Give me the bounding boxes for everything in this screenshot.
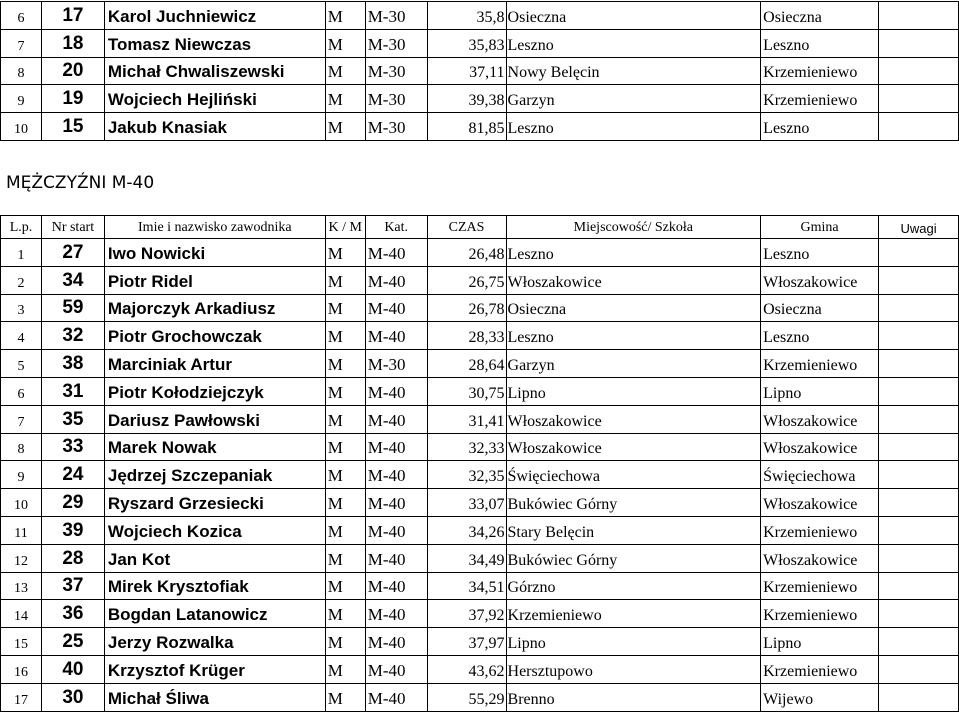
cell-place: Leszno bbox=[506, 29, 761, 57]
cell-commune: Leszno bbox=[761, 29, 879, 57]
cell-commune: Włoszakowice bbox=[761, 489, 879, 517]
header-start-number: Nr start bbox=[41, 216, 104, 239]
cell-commune: Osieczna bbox=[761, 294, 879, 322]
cell-commune: Krzemieniewo bbox=[761, 600, 879, 628]
cell-time: 37,97 bbox=[427, 628, 506, 656]
cell-category: M-30 bbox=[365, 113, 427, 141]
cell-place: Stary Belęcin bbox=[506, 516, 761, 544]
cell-lp: 11 bbox=[1, 516, 42, 544]
cell-place: Nowy Belęcin bbox=[506, 57, 761, 85]
cell-start-number: 33 bbox=[41, 433, 104, 461]
section-title: MĘŻCZYŹNI M-40 bbox=[6, 173, 155, 193]
cell-name: Mirek Krysztofiak bbox=[104, 572, 325, 600]
cell-time: 43,62 bbox=[427, 655, 506, 683]
cell-start-number: 34 bbox=[41, 266, 104, 294]
cell-category: M-40 bbox=[365, 683, 427, 711]
table-row bbox=[1, 405, 959, 433]
cell-sex: M bbox=[325, 57, 365, 85]
cell-commune: Święciechowa bbox=[761, 461, 879, 489]
cell-place: Garzyn bbox=[506, 85, 761, 113]
cell-place: Bukówiec Górny bbox=[506, 544, 761, 572]
cell-commune: Włoszakowice bbox=[761, 266, 879, 294]
cell-time: 35,8 bbox=[427, 2, 506, 30]
cell-name: Bogdan Latanowicz bbox=[104, 600, 325, 628]
cell-time: 37,92 bbox=[427, 600, 506, 628]
cell-place: Osieczna bbox=[506, 294, 761, 322]
header-time: CZAS bbox=[427, 216, 506, 239]
cell-category: M-40 bbox=[365, 461, 427, 489]
table-row bbox=[1, 239, 959, 267]
cell-notes bbox=[879, 239, 959, 267]
cell-start-number: 31 bbox=[41, 377, 104, 405]
cell-sex: M bbox=[325, 239, 365, 267]
cell-notes bbox=[879, 29, 959, 57]
cell-name: Karol Juchniewicz bbox=[104, 2, 325, 30]
cell-start-number: 36 bbox=[41, 600, 104, 628]
cell-place: Brenno bbox=[506, 683, 761, 711]
cell-category: M-30 bbox=[365, 350, 427, 378]
cell-lp: 9 bbox=[1, 461, 42, 489]
cell-sex: M bbox=[325, 377, 365, 405]
cell-place: Garzyn bbox=[506, 350, 761, 378]
table-row bbox=[1, 85, 959, 113]
cell-sex: M bbox=[325, 600, 365, 628]
cell-start-number: 20 bbox=[41, 57, 104, 85]
cell-notes bbox=[879, 461, 959, 489]
cell-lp: 1 bbox=[1, 239, 42, 267]
table-row bbox=[1, 322, 959, 350]
cell-commune: Leszno bbox=[761, 322, 879, 350]
cell-name: Jan Kot bbox=[104, 544, 325, 572]
cell-lp: 17 bbox=[1, 683, 42, 711]
cell-start-number: 37 bbox=[41, 572, 104, 600]
table-row bbox=[1, 266, 959, 294]
cell-name: Marciniak Artur bbox=[104, 350, 325, 378]
cell-lp: 10 bbox=[1, 113, 42, 141]
cell-time: 55,29 bbox=[427, 683, 506, 711]
cell-category: M-40 bbox=[365, 516, 427, 544]
cell-sex: M bbox=[325, 516, 365, 544]
cell-sex: M bbox=[325, 655, 365, 683]
cell-name: Michał Chwaliszewski bbox=[104, 57, 325, 85]
cell-commune: Lipno bbox=[761, 377, 879, 405]
cell-category: M-40 bbox=[365, 239, 427, 267]
cell-lp: 3 bbox=[1, 294, 42, 322]
cell-category: M-30 bbox=[365, 85, 427, 113]
cell-notes bbox=[879, 655, 959, 683]
cell-notes bbox=[879, 405, 959, 433]
cell-notes bbox=[879, 683, 959, 711]
cell-place: Włoszakowice bbox=[506, 266, 761, 294]
cell-commune: Krzemieniewo bbox=[761, 655, 879, 683]
cell-time: 34,51 bbox=[427, 572, 506, 600]
cell-lp: 8 bbox=[1, 57, 42, 85]
header-commune: Gmina bbox=[761, 216, 879, 239]
table-row bbox=[1, 489, 959, 517]
cell-place: Hersztupowo bbox=[506, 655, 761, 683]
cell-sex: M bbox=[325, 350, 365, 378]
cell-commune: Leszno bbox=[761, 113, 879, 141]
cell-category: M-40 bbox=[365, 377, 427, 405]
cell-sex: M bbox=[325, 572, 365, 600]
cell-lp: 16 bbox=[1, 655, 42, 683]
cell-sex: M bbox=[325, 266, 365, 294]
table-row bbox=[1, 572, 959, 600]
cell-category: M-40 bbox=[365, 544, 427, 572]
cell-category: M-40 bbox=[365, 628, 427, 656]
cell-commune: Krzemieniewo bbox=[761, 516, 879, 544]
cell-time: 39,38 bbox=[427, 85, 506, 113]
cell-category: M-40 bbox=[365, 600, 427, 628]
cell-lp: 14 bbox=[1, 600, 42, 628]
cell-name: Wojciech Hejliński bbox=[104, 85, 325, 113]
table-row bbox=[1, 544, 959, 572]
cell-sex: M bbox=[325, 461, 365, 489]
table-row bbox=[1, 113, 959, 141]
table-row bbox=[1, 2, 959, 30]
cell-notes bbox=[879, 572, 959, 600]
header-notes: Uwagi bbox=[879, 216, 959, 239]
cell-commune: Włoszakowice bbox=[761, 405, 879, 433]
cell-commune: Wijewo bbox=[761, 683, 879, 711]
cell-name: Krzysztof Krüger bbox=[104, 655, 325, 683]
cell-notes bbox=[879, 350, 959, 378]
cell-start-number: 19 bbox=[41, 85, 104, 113]
cell-start-number: 39 bbox=[41, 516, 104, 544]
cell-lp: 9 bbox=[1, 85, 42, 113]
table-row bbox=[1, 516, 959, 544]
table-row bbox=[1, 29, 959, 57]
cell-time: 33,07 bbox=[427, 489, 506, 517]
cell-lp: 10 bbox=[1, 489, 42, 517]
cell-lp: 6 bbox=[1, 377, 42, 405]
cell-start-number: 30 bbox=[41, 683, 104, 711]
cell-notes bbox=[879, 628, 959, 656]
cell-notes bbox=[879, 113, 959, 141]
cell-place: Leszno bbox=[506, 239, 761, 267]
cell-notes bbox=[879, 294, 959, 322]
cell-name: Piotr Grochowczak bbox=[104, 322, 325, 350]
cell-name: Iwo Nowicki bbox=[104, 239, 325, 267]
cell-sex: M bbox=[325, 294, 365, 322]
cell-place: Święciechowa bbox=[506, 461, 761, 489]
cell-notes bbox=[879, 57, 959, 85]
cell-notes bbox=[879, 433, 959, 461]
cell-name: Jakub Knasiak bbox=[104, 113, 325, 141]
cell-category: M-40 bbox=[365, 294, 427, 322]
cell-time: 81,85 bbox=[427, 113, 506, 141]
cell-time: 34,26 bbox=[427, 516, 506, 544]
results-table-m30-continuation bbox=[0, 1, 959, 141]
cell-lp: 2 bbox=[1, 266, 42, 294]
cell-place: Bukówiec Górny bbox=[506, 489, 761, 517]
cell-time: 34,49 bbox=[427, 544, 506, 572]
cell-category: M-40 bbox=[365, 266, 427, 294]
cell-commune: Leszno bbox=[761, 239, 879, 267]
cell-sex: M bbox=[325, 544, 365, 572]
cell-place: Włoszakowice bbox=[506, 405, 761, 433]
cell-time: 26,78 bbox=[427, 294, 506, 322]
cell-sex: M bbox=[325, 433, 365, 461]
cell-lp: 12 bbox=[1, 544, 42, 572]
cell-category: M-40 bbox=[365, 322, 427, 350]
cell-lp: 4 bbox=[1, 322, 42, 350]
cell-name: Jędrzej Szczepaniak bbox=[104, 461, 325, 489]
cell-start-number: 15 bbox=[41, 113, 104, 141]
cell-place: Lipno bbox=[506, 628, 761, 656]
cell-time: 28,64 bbox=[427, 350, 506, 378]
cell-start-number: 40 bbox=[41, 655, 104, 683]
cell-sex: M bbox=[325, 29, 365, 57]
cell-start-number: 29 bbox=[41, 489, 104, 517]
cell-notes bbox=[879, 516, 959, 544]
cell-commune: Krzemieniewo bbox=[761, 350, 879, 378]
table-row bbox=[1, 461, 959, 489]
cell-name: Piotr Ridel bbox=[104, 266, 325, 294]
cell-notes bbox=[879, 322, 959, 350]
cell-category: M-40 bbox=[365, 655, 427, 683]
cell-name: Piotr Kołodziejczyk bbox=[104, 377, 325, 405]
results-table-m40 bbox=[0, 215, 959, 712]
cell-sex: M bbox=[325, 683, 365, 711]
table-row bbox=[1, 350, 959, 378]
cell-place: Leszno bbox=[506, 322, 761, 350]
cell-time: 30,75 bbox=[427, 377, 506, 405]
cell-lp: 6 bbox=[1, 2, 42, 30]
cell-name: Jerzy Rozwalka bbox=[104, 628, 325, 656]
cell-category: M-30 bbox=[365, 2, 427, 30]
cell-place: Osieczna bbox=[506, 2, 761, 30]
header-category: Kat. bbox=[365, 216, 427, 239]
cell-category: M-30 bbox=[365, 29, 427, 57]
cell-notes bbox=[879, 489, 959, 517]
table-row bbox=[1, 600, 959, 628]
cell-category: M-40 bbox=[365, 433, 427, 461]
cell-time: 26,75 bbox=[427, 266, 506, 294]
cell-place: Włoszakowice bbox=[506, 433, 761, 461]
cell-start-number: 38 bbox=[41, 350, 104, 378]
cell-time: 28,33 bbox=[427, 322, 506, 350]
cell-lp: 7 bbox=[1, 29, 42, 57]
cell-time: 37,11 bbox=[427, 57, 506, 85]
cell-notes bbox=[879, 377, 959, 405]
header-sex: K / M bbox=[325, 216, 365, 239]
cell-start-number: 24 bbox=[41, 461, 104, 489]
cell-notes bbox=[879, 85, 959, 113]
cell-sex: M bbox=[325, 85, 365, 113]
header-lp: L.p. bbox=[1, 216, 42, 239]
cell-name: Michał Śliwa bbox=[104, 683, 325, 711]
cell-place: Górzno bbox=[506, 572, 761, 600]
table-row bbox=[1, 294, 959, 322]
cell-lp: 15 bbox=[1, 628, 42, 656]
cell-name: Marek Nowak bbox=[104, 433, 325, 461]
cell-notes bbox=[879, 600, 959, 628]
cell-time: 31,41 bbox=[427, 405, 506, 433]
cell-time: 26,48 bbox=[427, 239, 506, 267]
cell-category: M-40 bbox=[365, 489, 427, 517]
cell-start-number: 25 bbox=[41, 628, 104, 656]
cell-start-number: 27 bbox=[41, 239, 104, 267]
cell-notes bbox=[879, 544, 959, 572]
cell-place: Lipno bbox=[506, 377, 761, 405]
cell-start-number: 28 bbox=[41, 544, 104, 572]
cell-notes bbox=[879, 266, 959, 294]
header-place: Miejscowość/ Szkoła bbox=[506, 216, 761, 239]
cell-sex: M bbox=[325, 2, 365, 30]
table-row bbox=[1, 655, 959, 683]
cell-start-number: 59 bbox=[41, 294, 104, 322]
table-row bbox=[1, 57, 959, 85]
cell-commune: Krzemieniewo bbox=[761, 85, 879, 113]
header-name: Imie i nazwisko zawodnika bbox=[104, 216, 325, 239]
cell-commune: Osieczna bbox=[761, 2, 879, 30]
table-row bbox=[1, 433, 959, 461]
table-row bbox=[1, 683, 959, 711]
cell-place: Krzemieniewo bbox=[506, 600, 761, 628]
cell-sex: M bbox=[325, 405, 365, 433]
cell-sex: M bbox=[325, 113, 365, 141]
cell-time: 35,83 bbox=[427, 29, 506, 57]
cell-start-number: 18 bbox=[41, 29, 104, 57]
cell-lp: 8 bbox=[1, 433, 42, 461]
cell-name: Majorczyk Arkadiusz bbox=[104, 294, 325, 322]
cell-category: M-40 bbox=[365, 572, 427, 600]
cell-sex: M bbox=[325, 322, 365, 350]
cell-commune: Włoszakowice bbox=[761, 433, 879, 461]
cell-name: Dariusz Pawłowski bbox=[104, 405, 325, 433]
cell-time: 32,35 bbox=[427, 461, 506, 489]
cell-place: Leszno bbox=[506, 113, 761, 141]
cell-category: M-40 bbox=[365, 405, 427, 433]
cell-sex: M bbox=[325, 489, 365, 517]
cell-commune: Włoszakowice bbox=[761, 544, 879, 572]
cell-start-number: 17 bbox=[41, 2, 104, 30]
cell-lp: 7 bbox=[1, 405, 42, 433]
header-row bbox=[1, 216, 959, 239]
cell-start-number: 32 bbox=[41, 322, 104, 350]
table-row bbox=[1, 628, 959, 656]
cell-commune: Lipno bbox=[761, 628, 879, 656]
cell-lp: 5 bbox=[1, 350, 42, 378]
cell-commune: Krzemieniewo bbox=[761, 572, 879, 600]
cell-name: Ryszard Grzesiecki bbox=[104, 489, 325, 517]
cell-sex: M bbox=[325, 628, 365, 656]
cell-lp: 13 bbox=[1, 572, 42, 600]
cell-commune: Krzemieniewo bbox=[761, 57, 879, 85]
cell-start-number: 35 bbox=[41, 405, 104, 433]
cell-notes bbox=[879, 2, 959, 30]
cell-category: M-30 bbox=[365, 57, 427, 85]
table-row bbox=[1, 377, 959, 405]
cell-name: Tomasz Niewczas bbox=[104, 29, 325, 57]
cell-time: 32,33 bbox=[427, 433, 506, 461]
cell-name: Wojciech Kozica bbox=[104, 516, 325, 544]
